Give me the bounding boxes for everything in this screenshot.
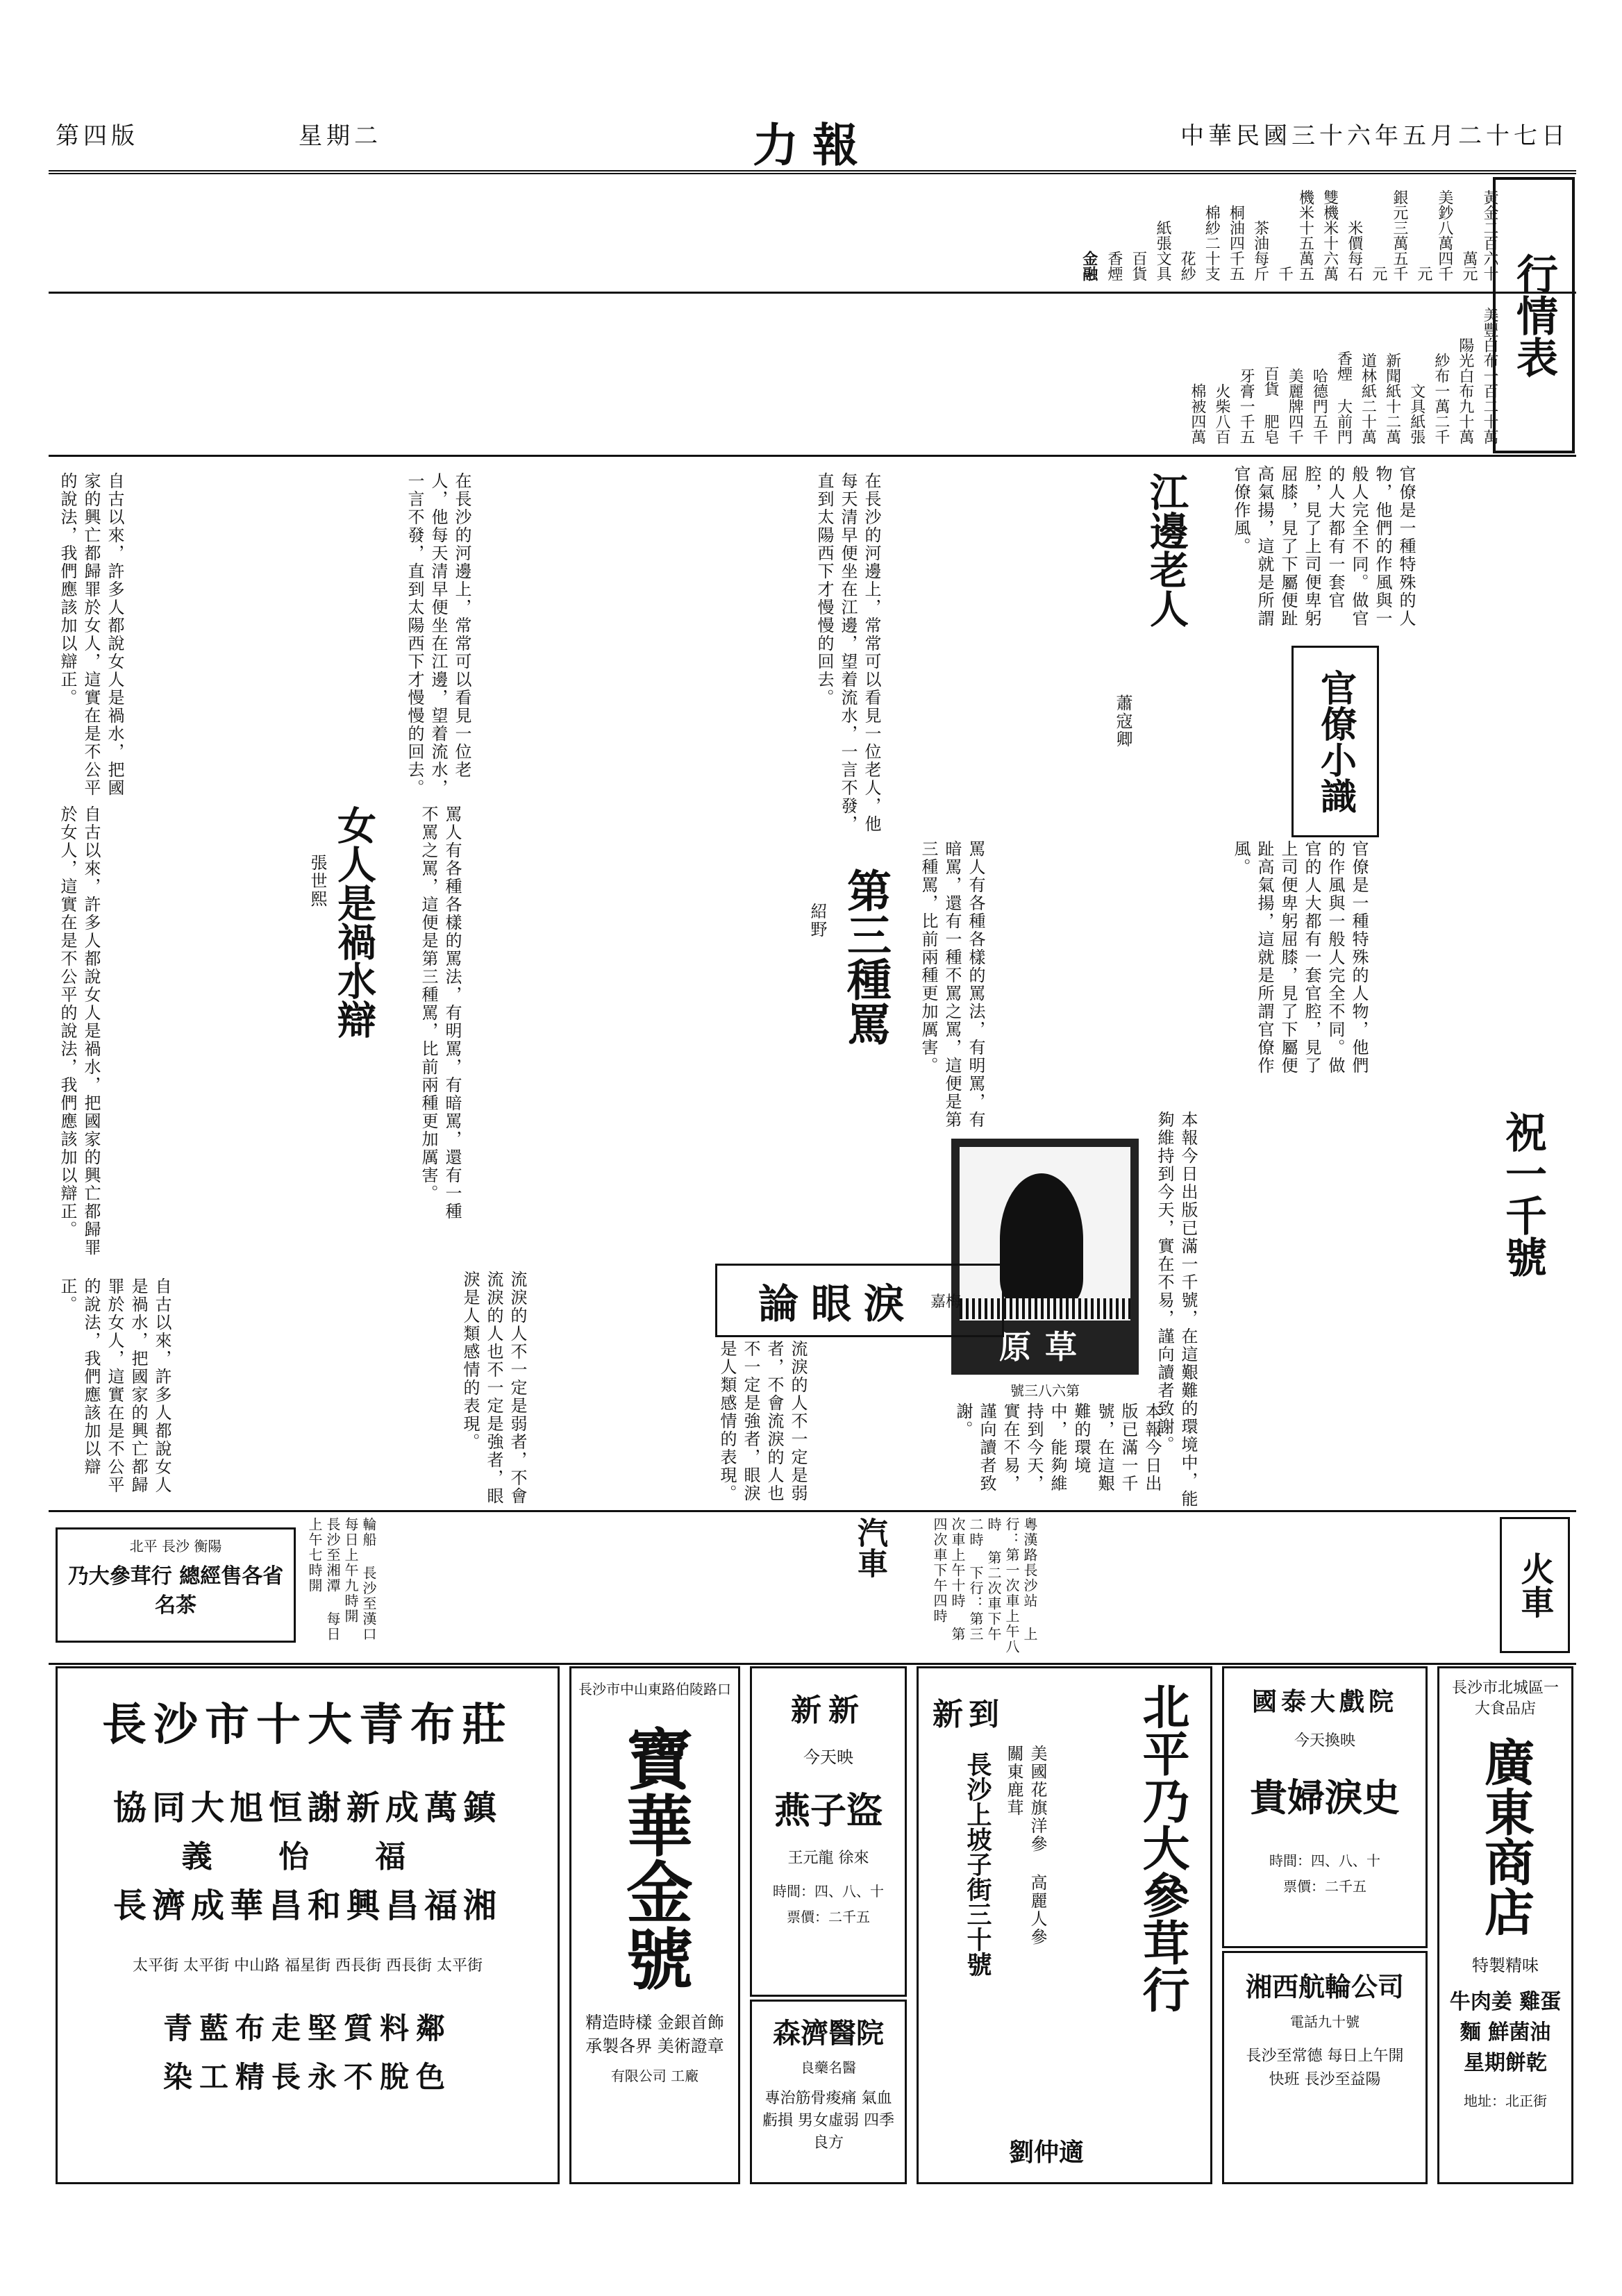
market-col: 火柴八百: [1212, 383, 1230, 444]
ad-naida-ginseng: 北平乃大參茸行 新到 美國花旗洋參 高麗人參 關東鹿茸 長沙上坡子街三十號 劉仲適: [917, 1666, 1212, 2184]
page-number: 第四版: [56, 122, 139, 150]
market-col: 茶油每斤: [1251, 220, 1269, 281]
train-schedule: 粵漢路長沙站 上行：第一次車上午八時 第二次車下午二時 下行：第三次車上午十時 第四次車下午四時: [931, 1517, 1038, 1654]
figure-silhouette: [1000, 1173, 1083, 1305]
market-col: 百貨 肥皂: [1262, 366, 1280, 444]
headline-lunyanlei: 論眼淚 嘉梅: [715, 1264, 1004, 1337]
ad-xinxin-cinema: 新新 今天映 燕子盜 王元龍 徐來 時間：四、八、十 票價：二千五: [750, 1666, 907, 1997]
divider: [49, 1663, 1576, 1665]
market-col: 香煙 大前門: [1335, 351, 1353, 444]
ad-guangdong-store: 長沙市北城區一大食品店 廣東商店 特製精味 牛肉姜 雞蛋麵 鮮菌油 星期餅乾 地址：北正街: [1437, 1666, 1573, 2184]
market-col: 桐油四千五: [1227, 205, 1245, 281]
headline-jiangbian: 江邊老人: [1144, 472, 1189, 628]
market-col: 美麗牌四千: [1286, 368, 1304, 444]
market-col: 黃金二百六十萬元: [1460, 190, 1498, 281]
market-col: 機米十五萬五千: [1276, 190, 1314, 281]
market-table: [56, 177, 1500, 288]
masthead: [49, 104, 1576, 174]
market-col: 花紗: [1178, 251, 1196, 281]
ads-section: [56, 1666, 1569, 2194]
ad-senji-clinic: 森濟醫院 良藥名醫 專治筋骨痠痛 氣血虧損 男女虛弱 四季良方: [750, 2000, 907, 2184]
article-lunyanlei-body-2: 流淚的人不一定是弱者，不會流淚的人也不一定是強者，眼淚是人類感情的表現。: [460, 1271, 527, 1505]
headline-zhu: 祝一千號: [1498, 1111, 1547, 1277]
market-col: 陽光白布九十萬: [1456, 337, 1474, 444]
notice-box: 北平 長沙 衡陽 乃大參茸行 總經售各省名茶: [56, 1527, 296, 1643]
market-col: 銀元三萬五千元: [1369, 190, 1408, 281]
article-nvren-body-2: 自古以來，許多人都說女人是禍水，把國家的興亡都歸罪於女人，這實在是不公平的說法，我們應該加以辯正。: [58, 805, 101, 1257]
ad-guotai-theater: 國泰大戲院 今天換映 貴婦淚史 時間：四、八、十 票價：二千五: [1222, 1666, 1428, 1948]
date-line: 中華民國三十六年五月二十七日: [1180, 122, 1569, 150]
market-col: 雙機米十六萬: [1321, 190, 1339, 281]
ad-xiangxi-shipping: 湘西航輪公司 電話九十號 長沙至常德 每日上午開 快班 長沙至益陽: [1222, 1951, 1428, 2184]
woodcut-caption: 原草: [999, 1328, 1091, 1366]
article-zhu-body-2: 本報今日出版已滿一千號，在這艱難的環境中，能夠維持到今天，實在不易，謹向讀者致謝。: [953, 1402, 1162, 1493]
author-disanzhongma: 紹野: [808, 903, 827, 939]
auto-title: 汽車: [852, 1517, 887, 1578]
market-col: 牙膏一千五: [1237, 368, 1255, 444]
author-jiangbian: 蕭寇卿: [1113, 694, 1132, 748]
headline-nvren: 女人是禍水辯: [331, 805, 377, 1039]
market-col: 文具紙張: [1407, 383, 1425, 444]
divider: [49, 455, 1576, 457]
woodcut-illustration: [951, 1139, 1139, 1399]
article-guanliao-body-2: 官僚是一種特殊的人物，他們的作風與一般人完全不同。做官的人大都有一套官腔，見了上司便卑躬屈膝，見了下屬便趾高氣揚，這就是所謂官僚作風。: [1231, 840, 1369, 1075]
market-col: 棉被四萬: [1188, 383, 1206, 444]
article-disanzhongma-body-2: 罵人有各種各樣的罵法，有明罵，有暗罵，還有一種不罵之罵，這便是第三種罵，比前兩種更加厲害。: [919, 840, 985, 1129]
article-jiangbian-body-2: 在長沙的河邊上，常常可以看見一位老人，他每天清早便坐在江邊，望着流水，一言不發，直到太陽西下才慢慢的回去。: [405, 472, 471, 797]
train-title-box: 火車: [1500, 1517, 1570, 1653]
market-col: 紗布一萬二千: [1432, 353, 1450, 444]
ad-cloth-shops: 長沙市十大青布莊 協同大旭恒謝新成萬鎮 義 怡 福 長濟成華昌和興昌福湘 太平街 太平街 中山路 福星街 西長街 西長街 太平街 青藍布走堅質料鄰 染工精長永不脫色: [56, 1666, 560, 2184]
market-col: 哈德門五千: [1310, 368, 1328, 444]
market-col: 米價每石: [1345, 220, 1363, 281]
article-nvren-body: 自古以來，許多人都說女人是禍水，把國家的興亡都歸罪於女人，這實在是不公平的說法，我們應該加以辯正。: [58, 472, 124, 797]
author-nvren: 張世熙: [308, 854, 327, 908]
market-col: 美鈔八萬四千元: [1414, 190, 1453, 281]
market-section-title: 行情表: [1493, 177, 1575, 453]
market-col: 美豐白布一百二十萬: [1481, 307, 1498, 444]
divider: [49, 1510, 1576, 1512]
article-guanliao-body: 官僚是一種特殊的人物，他們的作風與一般人完全不同。做官的人大都有一套官腔，見了上司便卑躬屈膝，見了下屬便趾高氣揚，這就是所謂官僚作風。: [1231, 465, 1416, 628]
divider: [49, 292, 1576, 294]
article-zhu-body: 本報今日出版已滿一千號，在這艱難的環境中，能夠維持到今天，實在不易，謹向讀者致謝。: [1155, 1111, 1198, 1508]
market-label: 金融: [1080, 251, 1098, 281]
market-col: 棉紗二十支: [1203, 205, 1221, 281]
article-lunyanlei-body: 流淚的人不一定是弱者，不會流淚的人也不一定是強者，眼淚是人類感情的表現。: [717, 1340, 808, 1502]
woodcut-issue: 號三八六第: [1010, 1382, 1080, 1399]
paper-name: 力報: [753, 118, 872, 172]
ship-schedule: 輪船 長沙至漢口 每日上午九時開 長沙至湘潭 每日上午七時開: [306, 1517, 377, 1642]
schedule-section: [56, 1514, 1569, 1659]
market-col: 紙張文具: [1154, 220, 1172, 281]
article-disanzhongma-body: 罵人有各種各樣的罵法，有明罵，有暗罵，還有一種不罵之罵，這便是第三種罵，比前兩種更加厲害。: [419, 805, 462, 1221]
market-col: 新聞紙十二萬: [1383, 353, 1401, 444]
headline-disanzhongma: 第三種罵: [839, 868, 892, 1046]
market-col: 香煙: [1105, 251, 1123, 281]
article-nvren-body-3: 自古以來，許多人都說女人是禍水，把國家的興亡都歸罪於女人，這實在是不公平的說法，我們應該加以辯正。: [58, 1277, 172, 1494]
ad-baohua-jewelry: 長沙市中山東路伯陵路口 寶華金號 精造時樣 金銀首飾 承製各界 美術證章 有限公司 工廠: [569, 1666, 740, 2184]
headline-guanliao: 官僚小識: [1291, 646, 1379, 837]
market-table-2: [56, 299, 1500, 451]
market-col: 道林紙二十萬: [1359, 353, 1377, 444]
article-jiangbian-body: 在長沙的河邊上，常常可以看見一位老人，他每天清早便坐在江邊，望着流水，一言不發，直到太陽西下才慢慢的回去。: [814, 472, 881, 833]
weekday: 星期二: [299, 122, 382, 150]
market-col: 百貨: [1129, 251, 1147, 281]
